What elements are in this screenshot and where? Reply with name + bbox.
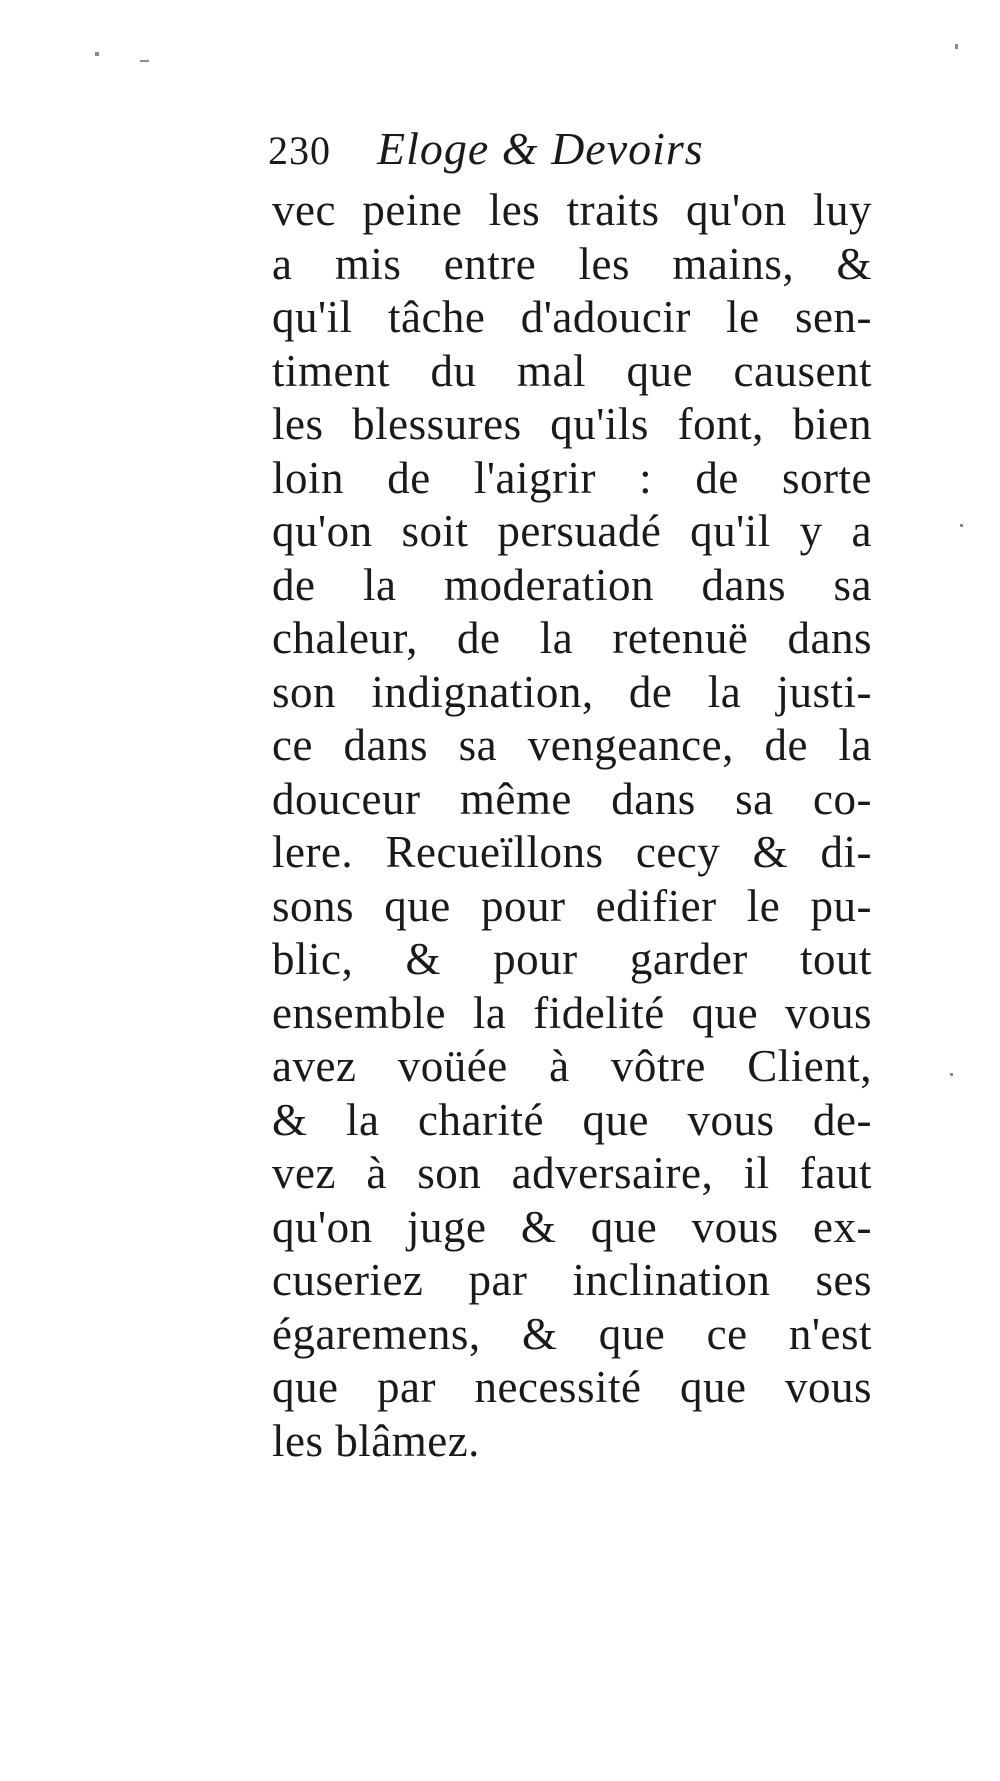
text-line: qu'on juge & que vous ex- bbox=[272, 1201, 872, 1252]
text-line: lere. Recueïllons cecy & di- bbox=[272, 827, 872, 877]
text-line: timent du mal que causent bbox=[272, 345, 872, 396]
page-number: 230 bbox=[268, 128, 331, 173]
text-line: de la moderation dans sa bbox=[272, 559, 872, 610]
text-line: son indignation, de la justi- bbox=[272, 666, 872, 717]
scan-speck bbox=[950, 1073, 953, 1076]
running-title: Eloge & Devoirs bbox=[377, 123, 704, 174]
text-line: ce dans sa vengeance, de la bbox=[272, 720, 872, 770]
scan-speck bbox=[140, 60, 149, 62]
text-line: qu'on soit persuadé qu'il y a bbox=[272, 506, 872, 556]
scan-speck bbox=[955, 44, 958, 49]
page-header bbox=[268, 122, 868, 182]
text-line: vez à son adversaire, il faut bbox=[272, 1148, 872, 1198]
text-line: les blessures qu'ils font, bien bbox=[272, 399, 872, 449]
text-line: a mis entre les mains, & bbox=[272, 238, 872, 289]
text-line: que par necessité que vous bbox=[272, 1362, 872, 1412]
text-line: douceur même dans sa co- bbox=[272, 773, 872, 824]
text-line: avez voüée à vôtre Client, bbox=[272, 1041, 872, 1091]
text-line: ensemble la fidelité que vous bbox=[272, 987, 872, 1038]
scan-speck bbox=[960, 524, 963, 527]
text-line: égaremens, & que ce n'est bbox=[272, 1308, 872, 1359]
text-line: les blâmez. bbox=[272, 1415, 480, 1466]
scan-speck bbox=[95, 52, 99, 56]
body-text bbox=[272, 184, 872, 1468]
text-line: & la charité que vous de- bbox=[272, 1094, 872, 1145]
text-line: vec peine les traits qu'on luy bbox=[272, 185, 872, 235]
text-line: chaleur, de la retenuë dans bbox=[272, 613, 872, 663]
text-line: sons que pour edifier le pu- bbox=[272, 880, 872, 931]
text-line: qu'il tâche d'adoucir le sen- bbox=[272, 292, 872, 342]
text-line: loin de l'aigrir : de sorte bbox=[272, 452, 872, 503]
text-line: blic, & pour garder tout bbox=[272, 934, 872, 984]
text-line: cuseriez par inclination ses bbox=[272, 1255, 872, 1305]
